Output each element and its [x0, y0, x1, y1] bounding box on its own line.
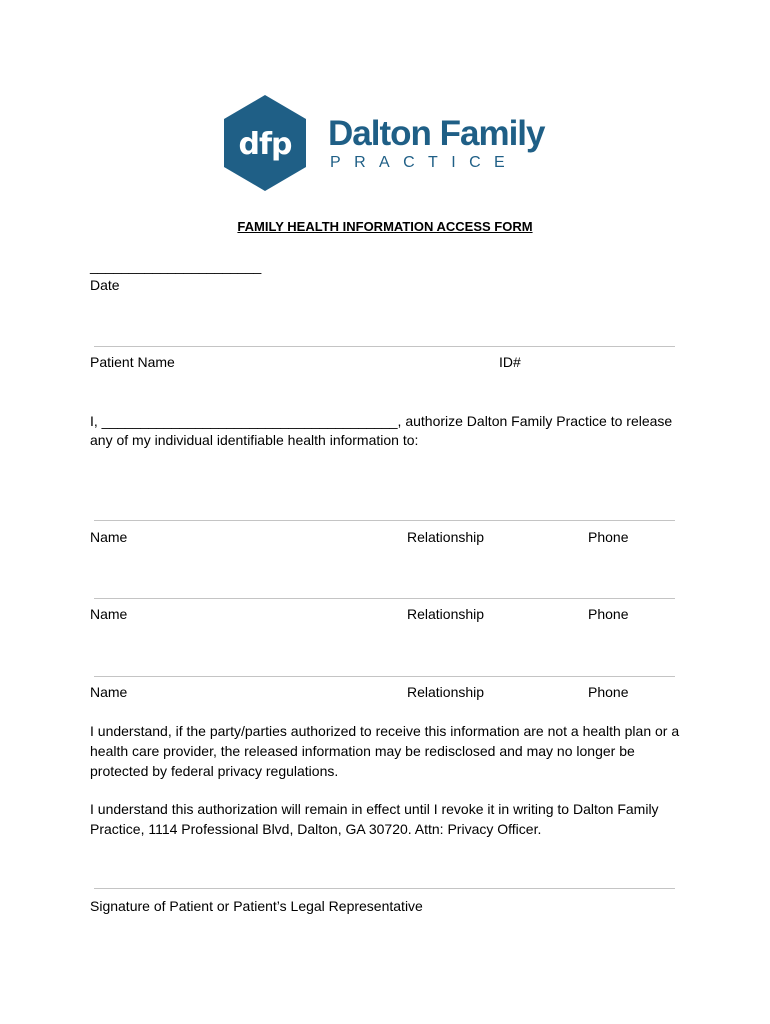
- signature-label: Signature of Patient or Patient’s Legal Representative: [90, 898, 423, 914]
- recipient-3-relationship-label: Relationship: [407, 684, 485, 700]
- brand-name: Dalton Family: [328, 114, 545, 153]
- authorization-line-1: I, ______________________________________, authorize Dalton Family Practice to release: [90, 413, 673, 429]
- recipient-2-line[interactable]: [94, 598, 675, 599]
- signature-line[interactable]: [94, 888, 675, 889]
- date-label: Date: [90, 277, 120, 293]
- recipient-1-relationship-label: Relationship: [407, 529, 485, 545]
- paragraph-1-line-3: protected by federal privacy regulations.: [90, 763, 339, 779]
- logo-mark-text: dfp: [238, 127, 292, 162]
- paragraph-2-line-2: Practice, 1114 Professional Blvd, Dalton, GA 30720. Attn: Privacy Officer.: [90, 821, 542, 837]
- dfp-logo-icon: [222, 94, 308, 192]
- brand-subtitle: PRACTICE: [330, 154, 519, 171]
- recipient-2-phone-label: Phone: [588, 606, 629, 622]
- authorization-line-2: any of my individual identifiable health information to:: [90, 432, 419, 448]
- recipient-1-line[interactable]: [94, 520, 675, 521]
- revocation-paragraph: [90, 799, 659, 839]
- paragraph-2-line-1: I understand this authorization will remain in effect until I revoke it in writing to Dalton Family: [90, 801, 659, 817]
- recipient-2-relationship-label: Relationship: [407, 606, 485, 622]
- paragraph-1-line-1: I understand, if the party/parties authorized to receive this information are not a health plan or a: [90, 723, 680, 739]
- recipient-3-phone-label: Phone: [588, 684, 629, 700]
- recipient-2-name-label: Name: [90, 606, 128, 622]
- redisclosure-paragraph: [90, 721, 679, 781]
- recipient-1-phone-label: Phone: [588, 529, 629, 545]
- date-blank[interactable]: ______________________: [90, 258, 262, 274]
- paragraph-1-line-2: health care provider, the released information may be redisclosed and may no longer be: [90, 743, 635, 759]
- patient-id-label: ID#: [499, 354, 521, 370]
- recipient-3-name-label: Name: [90, 684, 128, 700]
- form-title: FAMILY HEALTH INFORMATION ACCESS FORM: [237, 219, 533, 234]
- recipient-3-line[interactable]: [94, 676, 675, 677]
- recipient-1-name-label: Name: [90, 529, 128, 545]
- patient-name-label: Patient Name: [90, 354, 175, 370]
- patient-line[interactable]: [94, 346, 675, 347]
